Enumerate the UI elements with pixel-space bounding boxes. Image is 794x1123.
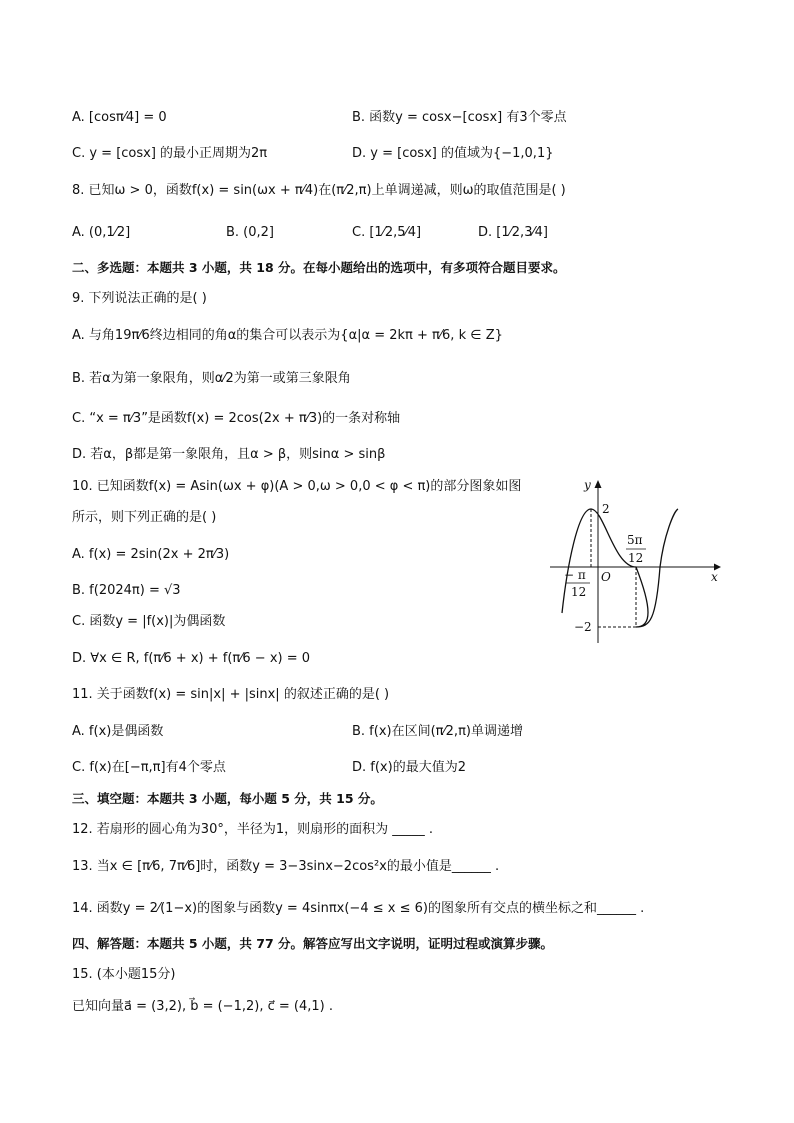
- y-axis-arrow: [595, 480, 602, 488]
- q9-option-d: D. 若α，β都是第一象限角，且α > β，则sinα > sinβ: [72, 447, 386, 462]
- left-zero-denominator: 12: [571, 585, 587, 599]
- q9-stem: 9. 下列说法正确的是( ): [72, 291, 207, 306]
- q8-stem: 8. 已知ω > 0，函数f(x) = sin(ωx + π⁄4)在(π⁄2,π)上单调递减，则ω的取值范围是( ): [72, 183, 566, 198]
- min-value-label: −2: [574, 620, 592, 634]
- q11-option-d: D. f(x)的最大值为2: [352, 760, 466, 775]
- q9-option-c: C. “x = π⁄3”是函数f(x) = 2cos(2x + π⁄3)的一条对称轴: [72, 411, 401, 426]
- q10-stem-line2: 所示，则下列正确的是( ): [72, 510, 217, 525]
- max-value-label: 2: [602, 502, 610, 516]
- q10-option-a: A. f(x) = 2sin(2x + 2π⁄3): [72, 547, 230, 562]
- y-axis-label: y: [584, 478, 591, 492]
- section-3-heading: 三、填空题：本题共 3 小题，每小题 5 分，共 15 分。: [72, 791, 383, 806]
- q10-option-c: C. 函数y = |f(x)|为偶函数: [72, 614, 226, 629]
- q11-stem: 11. 关于函数f(x) = sin|x| + |sinx| 的叙述正确的是( ): [72, 687, 390, 702]
- q8-option-a: A. (0,1⁄2]: [72, 225, 131, 240]
- sine-graph-figure: [546, 475, 726, 650]
- q13-text: 13. 当x ∈ [π⁄6, 7π⁄6]时，函数y = 3−3sinx−2cos²x的最小值是______ .: [72, 859, 500, 874]
- q10-option-d: D. ∀x ∈ R, f(π⁄6 + x) + f(π⁄6 − x) = 0: [72, 651, 311, 666]
- origin-label: O: [601, 570, 611, 584]
- q11-option-a: A. f(x)是偶函数: [72, 724, 164, 739]
- q9-option-a: A. 与角19π⁄6终边相同的角α的集合可以表示为{α|α = 2kπ + π⁄6, k ∈ Z}: [72, 328, 503, 343]
- q10-option-b: B. f(2024π) = √3: [72, 583, 181, 598]
- q8-option-c: C. [1⁄2,5⁄4]: [352, 225, 422, 240]
- q7-option-b: B. 函数y = cosx−[cosx] 有3个零点: [352, 110, 567, 125]
- q7-option-c: C. y = [cosx] 的最小正周期为2π: [72, 146, 268, 161]
- q14-text: 14. 函数y = 2⁄(1−x)的图象与函数y = 4sinπx(−4 ≤ x ≤ 6)的图象所有交点的横坐标之和______ .: [72, 901, 645, 916]
- q11-option-c: C. f(x)在[−π,π]有4个零点: [72, 760, 226, 775]
- right-zero-denominator: 12: [628, 551, 644, 565]
- q7-option-d: D. y = [cosx] 的值域为{−1,0,1}: [352, 146, 554, 161]
- q15-heading: 15. (本小题15分): [72, 967, 176, 982]
- x-axis-label: x: [711, 570, 718, 584]
- q7-option-a: A. [cosπ⁄4] = 0: [72, 110, 167, 125]
- right-zero-numerator: 5π: [627, 533, 643, 547]
- q11-option-b: B. f(x)在区间(π⁄2,π)单调递增: [352, 724, 523, 739]
- q10-stem-line1: 10. 已知函数f(x) = Asin(ωx + φ)(A > 0,ω > 0,0 < φ < π)的部分图象如图: [72, 479, 522, 494]
- q8-option-b: B. (0,2]: [226, 225, 275, 240]
- q15-text: 已知向量a⃗ = (3,2), b⃗ = (−1,2), c⃗ = (4,1) .: [72, 999, 333, 1014]
- q8-option-d: D. [1⁄2,3⁄4]: [478, 225, 548, 240]
- left-zero-numerator: − π: [564, 568, 586, 582]
- section-4-heading: 四、解答题：本题共 5 小题，共 77 分。解答应写出文字说明，证明过程或演算步骤。: [72, 936, 554, 951]
- q12-text: 12. 若扇形的圆心角为30°，半径为1，则扇形的面积为 _____ .: [72, 822, 434, 837]
- section-2-heading: 二、多选题：本题共 3 小题，共 18 分。在每小题给出的选项中，有多项符合题目要求。: [72, 260, 566, 275]
- q9-option-b: B. 若α为第一象限角，则α⁄2为第一或第三象限角: [72, 371, 351, 386]
